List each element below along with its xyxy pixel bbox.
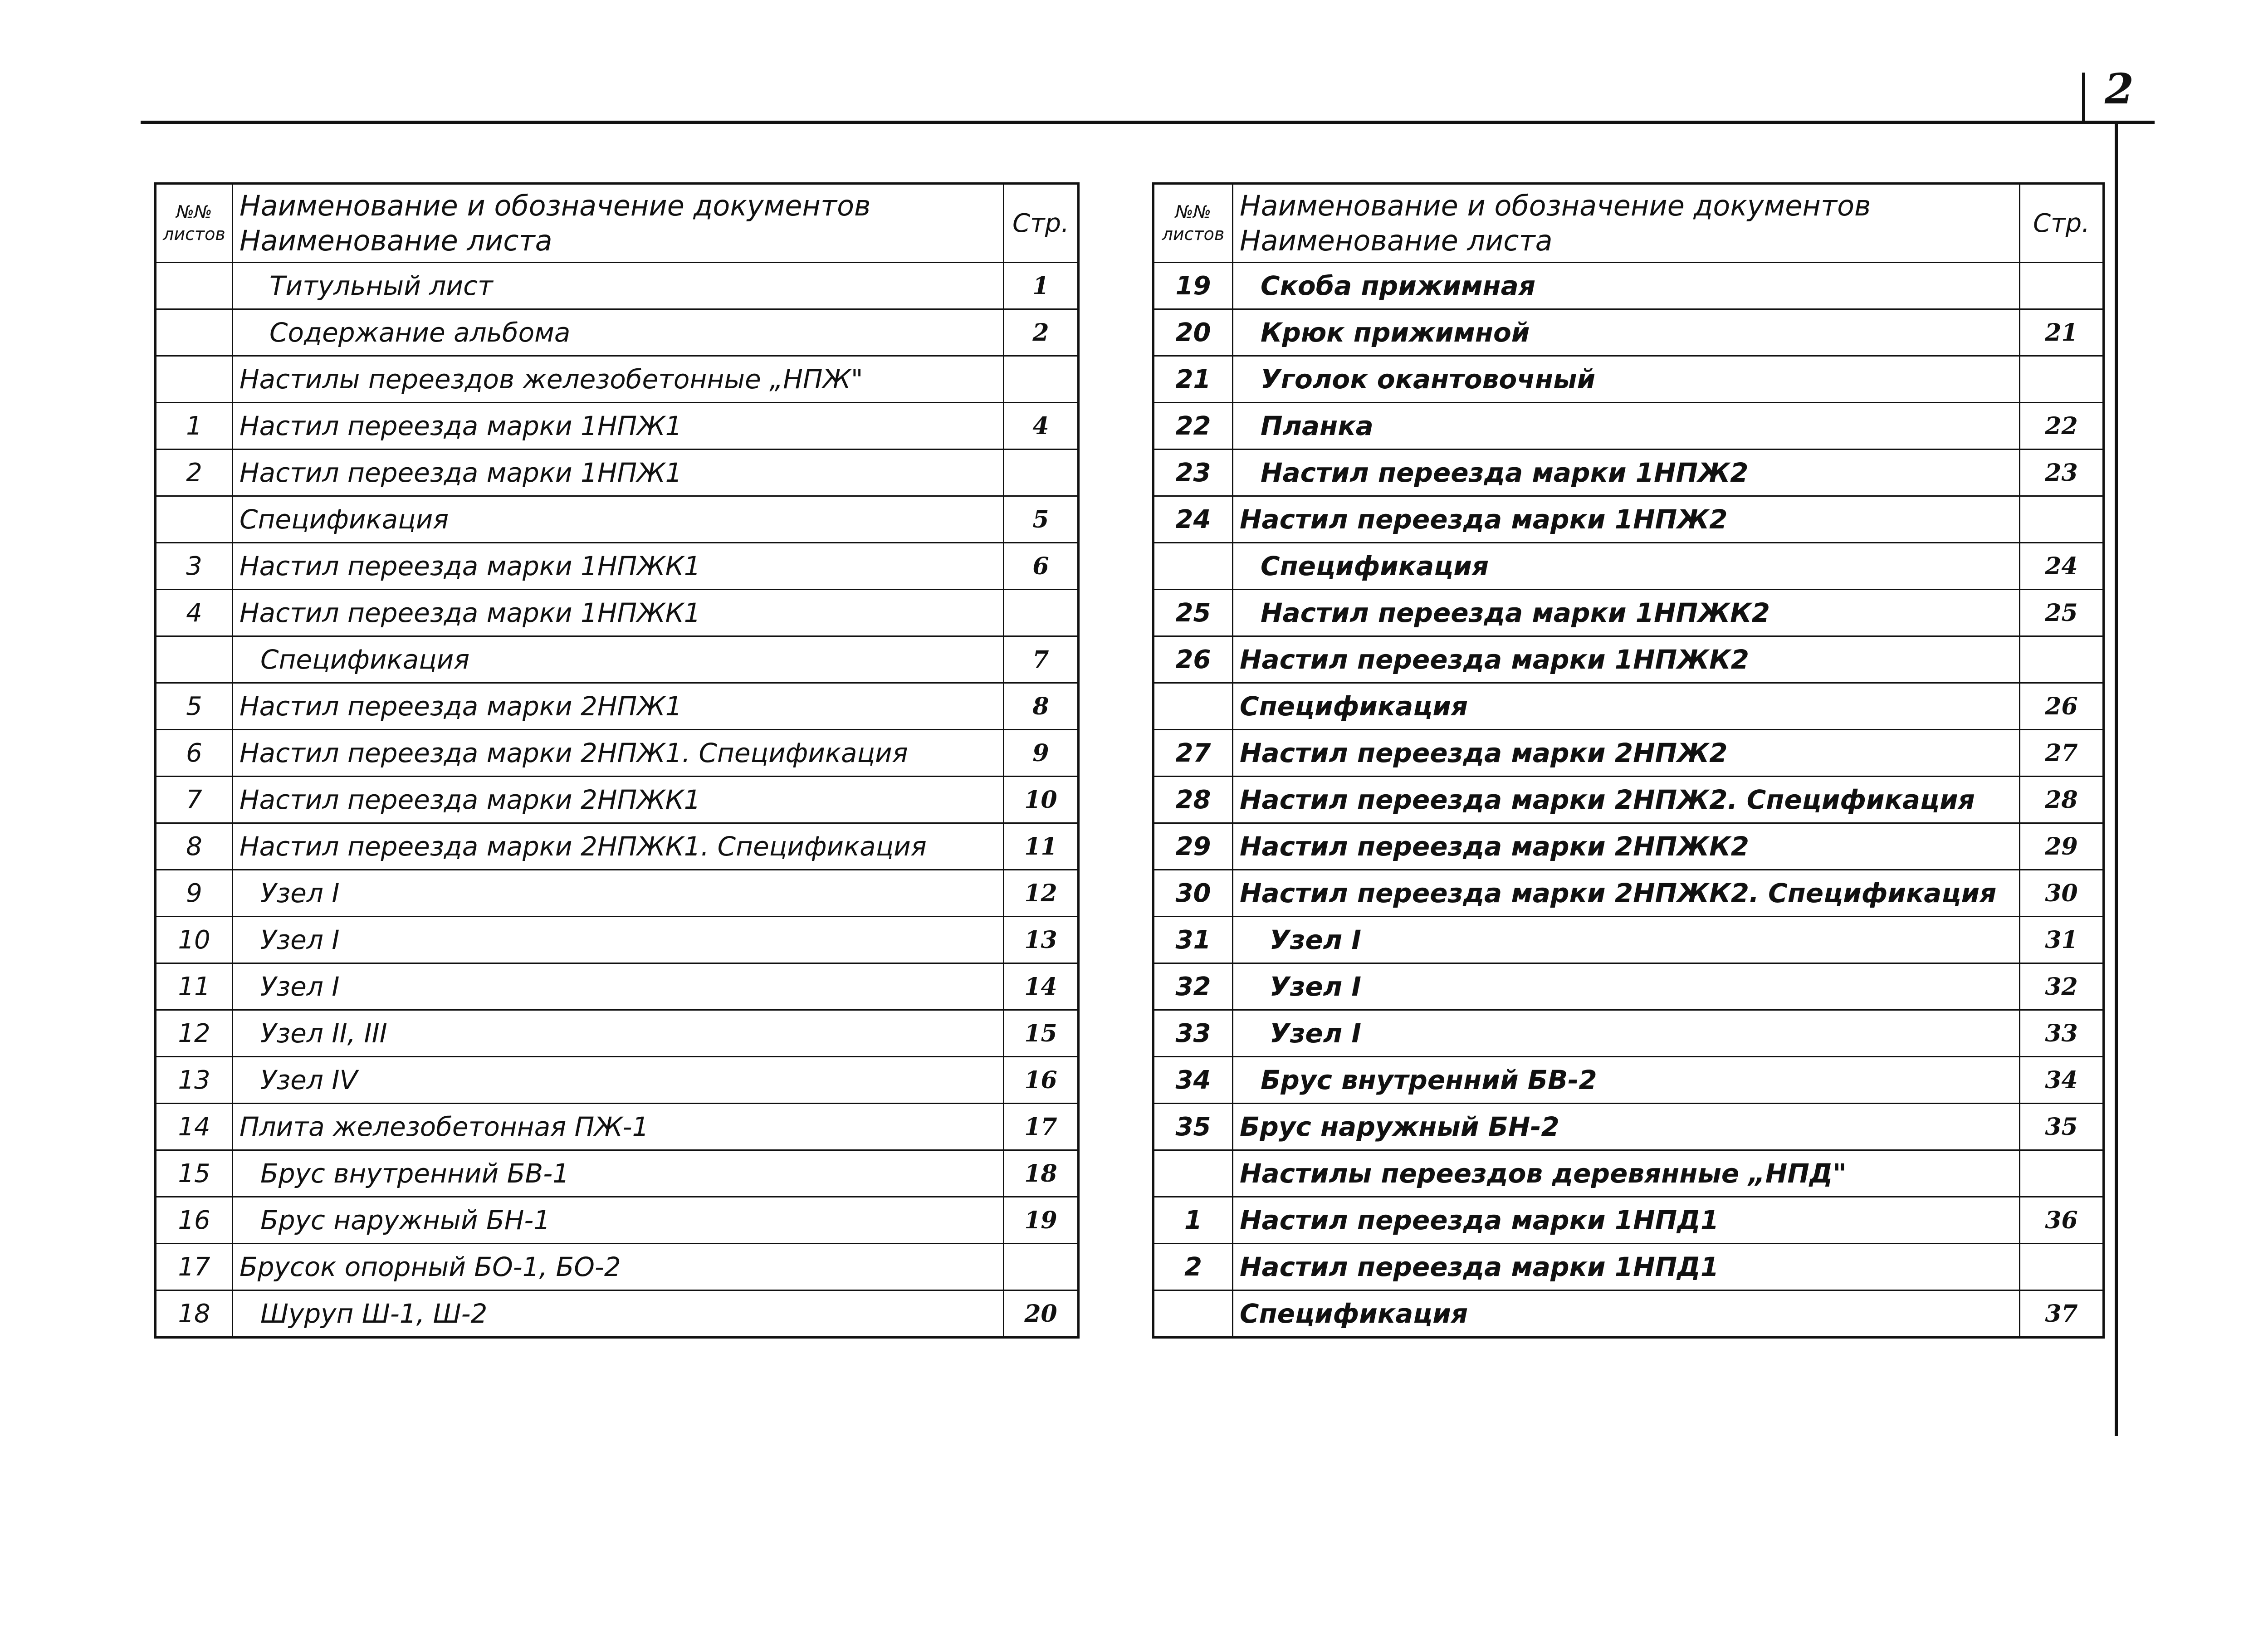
sheet-number-cell: 32 [1154,963,1233,1010]
table-header-row [156,184,1079,263]
table-row [1154,683,2104,730]
table-row [156,450,1079,496]
document-name-cell: Настил переезда марки 1НПЖ1 [233,403,1004,450]
sheet-number-cell [1154,1290,1233,1338]
contents-table-left-body [156,263,1079,1338]
page-number-cell: 29 [2020,823,2104,870]
document-name-cell: Настил переезда марки 1НПЖК1 [233,543,1004,590]
table-row [1154,1150,2104,1197]
document-name-cell: Спецификация [1233,543,2020,590]
sheet-number-cell: 3 [156,543,233,590]
document-name-cell: Настил переезда марки 2НПЖ2. Спецификация [1233,777,2020,823]
page-number-cell [2020,1244,2104,1290]
page-number-cell: 31 [2020,917,2104,963]
table-row [1154,356,2104,403]
document-name-cell: Спецификация [1233,1290,2020,1338]
sheet-number-cell: 10 [156,917,233,963]
table-row [1154,543,2104,590]
table-row [1154,777,2104,823]
document-name-cell: Настил переезда марки 2НПЖ1. Спецификация [233,730,1004,777]
sheet-number-cell: 31 [1154,917,1233,963]
page-number: 2 [2105,64,2134,113]
table-row [156,636,1079,683]
page-number-cell [1004,450,1079,496]
table-row [156,496,1079,543]
sheet-number-cell: 22 [1154,403,1233,450]
page-number-cell: 36 [2020,1197,2104,1244]
document-name-cell: Настил переезда марки 1НПД1 [1233,1197,2020,1244]
sheet-number-cell: 9 [156,870,233,917]
page-number-cell: 15 [1004,1010,1079,1057]
page-number-cell: 34 [2020,1057,2104,1104]
document-name-cell: Спецификация [1233,683,2020,730]
header-sheet-number-line-1: №№ [1175,201,1212,222]
page-number-cell: 33 [2020,1010,2104,1057]
sheet-number-cell: 34 [1154,1057,1233,1104]
document-name-cell: Узел I [233,963,1004,1010]
page-number-cell: 26 [2020,683,2104,730]
header-document-name [233,184,1004,263]
page-number-cell: 25 [2020,590,2104,636]
sheet-number-cell: 8 [156,823,233,870]
table-row [156,1150,1079,1197]
header-document-name-line-2: Наименование листа [240,224,552,257]
page-number-cell: 7 [1004,636,1079,683]
sheet-number-cell: 29 [1154,823,1233,870]
page-number-cell: 12 [1004,870,1079,917]
document-name-cell: Узел II, III [233,1010,1004,1057]
page-number-cell: 24 [2020,543,2104,590]
table-row [156,870,1079,917]
sheet-number-cell: 20 [1154,309,1233,356]
table-row [156,1010,1079,1057]
sheet-number-cell: 1 [156,403,233,450]
table-row [156,963,1079,1010]
page-number-cell: 5 [1004,496,1079,543]
table-row [1154,263,2104,309]
table-row [156,356,1079,403]
sheet-number-cell: 7 [156,777,233,823]
page-number-cell: 22 [2020,403,2104,450]
document-name-cell: Шуруп Ш-1, Ш-2 [233,1290,1004,1338]
document-name-cell: Титульный лист [233,263,1004,309]
sheet-number-cell: 23 [1154,450,1233,496]
sheet-number-cell [1154,543,1233,590]
page-number-cell: 13 [1004,917,1079,963]
page-number-cell [1004,356,1079,403]
document-name-cell: Узел I [1233,963,2020,1010]
top-frame-rule [141,121,2155,124]
table-row [156,730,1079,777]
contents-table-left [154,182,1080,1339]
document-name-cell: Брус внутренний БВ-2 [1233,1057,2020,1104]
sheet-number-cell: 6 [156,730,233,777]
table-row [1154,1104,2104,1150]
document-name-cell: Брус наружный БН-1 [233,1197,1004,1244]
document-name-cell: Планка [1233,403,2020,450]
table-row [156,590,1079,636]
table-row [156,777,1079,823]
header-document-name-line-2: Наименование листа [1240,224,1553,257]
sheet-number-cell: 21 [1154,356,1233,403]
page-number-cell: 19 [1004,1197,1079,1244]
document-name-cell: Настилы переездов деревянные „НПД" [1233,1150,2020,1197]
table-row [156,1197,1079,1244]
sheet-number-cell: 27 [1154,730,1233,777]
sheet-number-cell: 24 [1154,496,1233,543]
header-document-name [1233,184,2020,263]
sheet-number-cell [1154,683,1233,730]
sheet-number-cell: 5 [156,683,233,730]
page-number-cell: 16 [1004,1057,1079,1104]
table-row [1154,309,2104,356]
table-row [156,263,1079,309]
page-number-cell: 23 [2020,450,2104,496]
table-row [1154,636,2104,683]
page-number-cell: 14 [1004,963,1079,1010]
document-name-cell: Брус внутренний БВ-1 [233,1150,1004,1197]
table-row [1154,450,2104,496]
page-number-cell: 17 [1004,1104,1079,1150]
document-name-cell: Настил переезда марки 2НПЖК2 [1233,823,2020,870]
sheet-number-cell [156,309,233,356]
page-number-cell: 9 [1004,730,1079,777]
table-row [156,1290,1079,1338]
document-name-cell: Узел I [233,870,1004,917]
document-name-cell: Настил переезда марки 2НПЖК1 [233,777,1004,823]
sheet-number-cell: 30 [1154,870,1233,917]
table-row [1154,1057,2104,1104]
page-number-cell [2020,1150,2104,1197]
page-number-cell: 8 [1004,683,1079,730]
document-name-cell: Узел I [233,917,1004,963]
document-name-cell: Настил переезда марки 1НПЖ1 [233,450,1004,496]
table-row [1154,403,2104,450]
document-name-cell: Брусок опорный БО-1, БО-2 [233,1244,1004,1290]
page-number-cell: 30 [2020,870,2104,917]
page-number-cell [2020,636,2104,683]
page-number-cell: 21 [2020,309,2104,356]
sheet-number-cell: 2 [1154,1244,1233,1290]
table-row [1154,496,2104,543]
document-name-cell: Уголок окантовочный [1233,356,2020,403]
table-row [156,543,1079,590]
page-number-cell [2020,356,2104,403]
sheet-number-cell [156,263,233,309]
table-row [1154,1290,2104,1338]
document-name-cell: Настил переезда марки 1НПЖК1 [233,590,1004,636]
sheet-number-cell: 17 [156,1244,233,1290]
header-page: Стр. [2020,184,2104,263]
sheet-number-cell: 33 [1154,1010,1233,1057]
sheet-number-cell: 19 [1154,263,1233,309]
document-name-cell: Спецификация [233,636,1004,683]
document-name-cell: Содержание альбома [233,309,1004,356]
sheet-number-cell: 14 [156,1104,233,1150]
header-document-name-line-1: Наименование и обозначение документов [240,189,871,222]
page-number-cell [1004,590,1079,636]
document-name-cell: Настил переезда марки 2НПЖК2. Спецификация [1233,870,2020,917]
document-name-cell: Спецификация [233,496,1004,543]
header-document-name-line-1: Наименование и обозначение документов [1240,189,1871,222]
sheet-number-cell: 18 [156,1290,233,1338]
table-row [1154,1244,2104,1290]
table-row [156,309,1079,356]
document-name-cell: Настил переезда марки 2НПЖК1. Спецификация [233,823,1004,870]
table-row [1154,917,2104,963]
table-row [1154,730,2104,777]
page-number-cell: 2 [1004,309,1079,356]
document-name-cell: Настил переезда марки 2НПЖ2 [1233,730,2020,777]
page-number-tick [2082,73,2085,122]
sheet-number-cell [1154,1150,1233,1197]
document-name-cell: Узел IV [233,1057,1004,1104]
table-header-row [1154,184,2104,263]
sheet-number-cell: 25 [1154,590,1233,636]
sheet-number-cell: 1 [1154,1197,1233,1244]
table-row [156,403,1079,450]
sheet-number-cell: 26 [1154,636,1233,683]
sheet-number-cell: 15 [156,1150,233,1197]
document-name-cell: Настил переезда марки 1НПД1 [1233,1244,2020,1290]
page-number-cell [2020,263,2104,309]
header-sheet-number-line-2: листов [1162,224,1225,244]
sheet-number-cell: 28 [1154,777,1233,823]
table-row [1154,963,2104,1010]
contents-table-right [1152,182,2105,1339]
sheet-number-cell: 4 [156,590,233,636]
document-name-cell: Настил переезда марки 1НПЖ2 [1233,450,2020,496]
document-name-cell: Настил переезда марки 1НПЖ2 [1233,496,2020,543]
document-name-cell: Настил переезда марки 2НПЖ1 [233,683,1004,730]
header-sheet-number [1154,184,1233,263]
table-row [156,1104,1079,1150]
header-sheet-number-line-2: листов [163,224,225,244]
header-sheet-number [156,184,233,263]
sheet-number-cell [156,636,233,683]
document-name-cell: Узел I [1233,1010,2020,1057]
sheet-number-cell: 11 [156,963,233,1010]
table-row [1154,590,2104,636]
document-name-cell: Брус наружный БН-2 [1233,1104,2020,1150]
sheet-number-cell: 12 [156,1010,233,1057]
page-number-cell: 10 [1004,777,1079,823]
table-row [1154,1010,2104,1057]
document-name-cell: Узел I [1233,917,2020,963]
page-number-cell [2020,496,2104,543]
page-number-cell [1004,1244,1079,1290]
page-number-cell: 6 [1004,543,1079,590]
page-number-cell: 4 [1004,403,1079,450]
sheet-number-cell: 16 [156,1197,233,1244]
document-name-cell: Крюк прижимной [1233,309,2020,356]
table-row [156,683,1079,730]
document-name-cell: Плита железобетонная ПЖ-1 [233,1104,1004,1150]
contents-table-right-body [1154,263,2104,1338]
page-number-cell: 11 [1004,823,1079,870]
sheet-number-cell [156,496,233,543]
table-row [1154,1197,2104,1244]
sheet-number-cell: 35 [1154,1104,1233,1150]
document-name-cell: Настил переезда марки 1НПЖК2 [1233,590,2020,636]
sheet-number-cell [156,356,233,403]
document-name-cell: Настил переезда марки 1НПЖК2 [1233,636,2020,683]
page-number-cell: 32 [2020,963,2104,1010]
document-name-cell: Настилы переездов железобетонные „НПЖ" [233,356,1004,403]
table-row [156,1244,1079,1290]
page-number-cell: 28 [2020,777,2104,823]
right-frame-rule [2115,121,2118,1436]
sheet-number-cell: 2 [156,450,233,496]
table-row [156,823,1079,870]
page-number-cell: 18 [1004,1150,1079,1197]
page-number-cell: 1 [1004,263,1079,309]
table-row [1154,823,2104,870]
page-number-cell: 27 [2020,730,2104,777]
page-number-cell: 20 [1004,1290,1079,1338]
document-name-cell: Скоба прижимная [1233,263,2020,309]
table-row [156,1057,1079,1104]
page-number-cell: 35 [2020,1104,2104,1150]
table-row [156,917,1079,963]
page-number-cell: 37 [2020,1290,2104,1338]
table-row [1154,870,2104,917]
header-sheet-number-line-1: №№ [176,201,212,222]
header-page: Стр. [1004,184,1079,263]
sheet-number-cell: 13 [156,1057,233,1104]
